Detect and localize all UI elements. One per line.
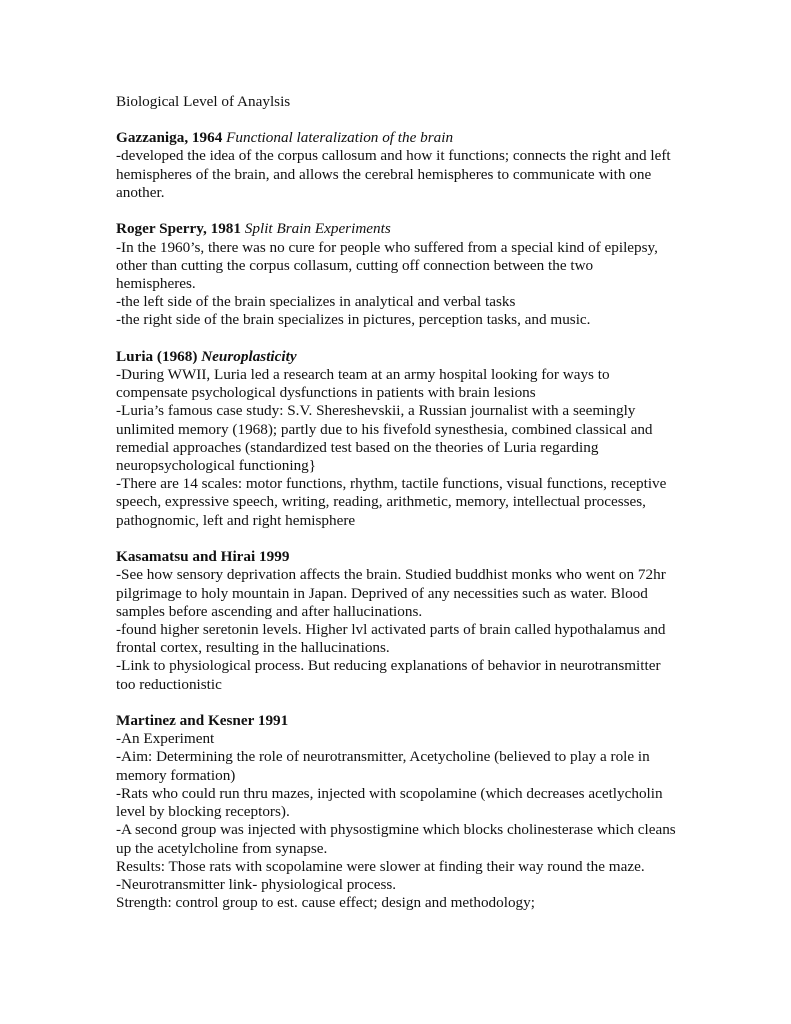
section-line: Strength: control group to est. cause effect; design and methodology;	[116, 894, 535, 912]
section-martinez-kesner	[116, 712, 676, 912]
section-line: -During WWII, Luria led a research team at an army hospital looking for ways to compensate psychological dysfunctions in patients with brain lesions	[116, 366, 610, 402]
heading-name: Luria (1968)	[116, 347, 198, 365]
section-line: -the right side of the brain specializes in pictures, perception tasks, and music.	[116, 311, 591, 329]
heading-subtitle: Neuroplasticity	[201, 347, 297, 365]
section-line: -Neurotransmitter link- physiological process.	[116, 875, 397, 893]
document-title: Biological Level of Anaylsis	[116, 93, 291, 110]
section-line: -found higher seretonin levels. Higher lvl activated parts of brain called hypothalamus and frontal cortex, resulting in the hallucinations.	[116, 620, 666, 657]
section-line: -Aim: Determining the role of neurotransmitter, Acetycholine (believed to play a role in memory formation)	[116, 748, 650, 784]
section-sperry	[116, 220, 676, 329]
section-heading	[116, 129, 676, 147]
section-gazzaniga	[116, 129, 676, 202]
section-line: -developed the idea of the corpus callosum and how it functions; connects the right and left hemispheres of the brain, and allows the cerebral hemispheres to communicate with one another.	[116, 147, 671, 201]
section-line: -Luria’s famous case study: S.V. Shereshevskii, a Russian journalist with a seemingly unlimited memory (1968); partly due to his fivefold synesthesia, combined classical and remedial approaches (standardized test based on the theories of Luria regarding neuropsychological functioning}	[116, 402, 653, 475]
section-line: -the left side of the brain specializes in analytical and verbal tasks	[116, 293, 516, 311]
section-heading: Kasamatsu and Hirai 1999	[116, 548, 290, 566]
section-line: -Link to physiological process. But reducing explanations of behavior in neurotransmitter too reductionistic	[116, 657, 661, 693]
section-luria	[116, 348, 676, 530]
section-heading	[116, 348, 676, 366]
document-page	[116, 93, 676, 931]
section-line: -Rats who could run thru mazes, injected with scopolamine (which decreases acetlycholin level by blocking receptors).	[116, 784, 663, 821]
section-kasamatsu-hirai	[116, 548, 676, 694]
heading-subtitle: Functional lateralization of the brain	[226, 129, 454, 147]
heading-subtitle: Split Brain Experiments	[244, 220, 391, 238]
section-line: -An Experiment	[116, 730, 215, 748]
section-line: -A second group was injected with physostigmine which blocks cholinesterase which cleans up the acetylcholine from synapse.	[116, 821, 676, 857]
heading-name: Roger Sperry, 1981	[116, 220, 241, 238]
section-line: -See how sensory deprivation affects the brain. Studied buddhist monks who went on 72hr pilgrimage to holy mountain in Japan. Deprived of any necessities such as water. Blood samples before ascending and after hallucinations.	[116, 566, 666, 620]
section-line: -There are 14 scales: motor functions, rhythm, tactile functions, visual functions, receptive speech, expressive speech, writing, reading, arithmetic, memory, intellectual processes, pathognomic, left and right hemisphere	[116, 475, 667, 529]
section-heading: Martinez and Kesner 1991	[116, 712, 289, 730]
heading-name: Gazzaniga, 1964	[116, 129, 223, 147]
section-heading	[116, 220, 676, 238]
section-line: Results: Those rats with scopolamine were slower at finding their way round the maze.	[116, 857, 645, 875]
section-line: -In the 1960’s, there was no cure for people who suffered from a special kind of epilepsy, other than cutting the corpus collasum, cutting off connection between the two hemispheres.	[116, 238, 658, 292]
